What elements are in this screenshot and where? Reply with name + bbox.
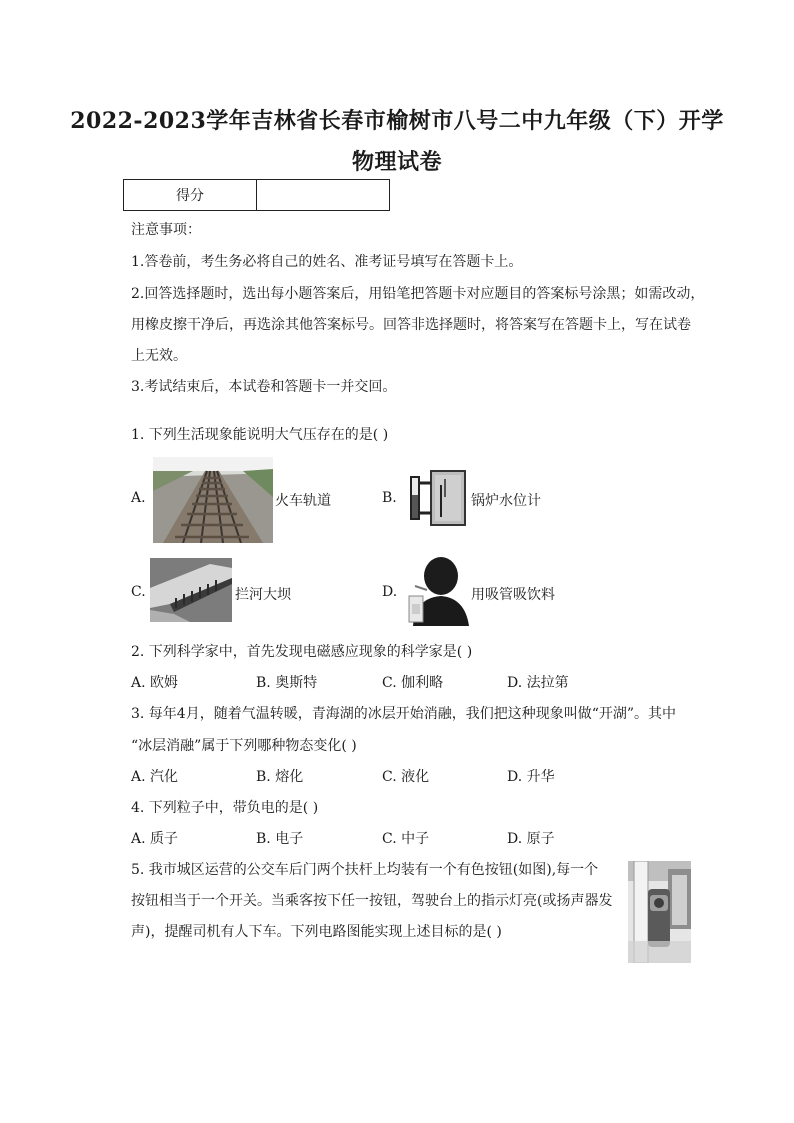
q3-option-a: A. 汽化 [131,769,179,785]
notice-heading: 注意事项： [131,222,201,238]
river-dam-image [150,558,232,622]
q2-option-b: B. 奥斯特 [256,675,318,691]
exam-title-line2: 物理试卷 [351,149,442,175]
q1-stem: 1. 下列生活现象能说明大气压存在的是( ) [131,427,389,443]
child-drinking-straw-image [407,556,469,626]
q1-option-b-letter: B. [382,490,397,506]
score-value [257,180,390,211]
notice-item: 上无效。 [131,348,187,364]
q2-stem: 2. 下列科学家中，首先发现电磁感应现象的科学家是( ) [131,644,473,660]
q4-option-d: D. 原子 [507,831,555,847]
q1-option-d-text: 用吸管吸饮料 [471,587,555,603]
q3-option-d: D. 升华 [507,769,555,785]
q4-option-b: B. 电子 [256,831,304,847]
q1-option-d-letter: D. [382,584,398,600]
q4-option-a: A. 质子 [131,831,179,847]
score-label: 得分 [124,180,257,211]
q3-option-c: C. 液化 [382,769,430,785]
notice-item: 用橡皮擦干净后，再选涂其他答案标号。回答非选择题时，将答案写在答题卡上，写在试卷 [131,317,691,333]
notice-item: 1.答卷前，考生务必将自己的姓名、准考证号填写在答题卡上。 [131,254,523,270]
score-table [123,179,390,211]
boiler-water-gauge-image [405,467,469,529]
q2-option-d: D. 法拉第 [507,675,569,691]
q3-stem-line2: “冰层消融”属于下列哪种物态变化( ) [131,738,357,754]
q2-option-c: C. 伽利略 [382,675,444,691]
q4-option-c: C. 中子 [382,831,430,847]
notice-item: 3.考试结束后，本试卷和答题卡一并交回。 [131,379,397,395]
q5-stem-line2: 按钮相当于一个开关。当乘客按下任一按钮，驾驶台上的指示灯亮(或扬声器发 [131,893,613,909]
bus-button-image [628,861,691,963]
q5-stem-line3: 声)，提醒司机有人下车。下列电路图能实现上述目标的是( ) [131,924,502,940]
q1-option-b-text: 锅炉水位计 [471,493,541,509]
q1-option-a-letter: A. [131,490,146,506]
q3-option-b: B. 熔化 [256,769,304,785]
q2-option-a: A. 欧姆 [131,675,179,691]
railway-track-image [153,457,273,543]
q4-stem: 4. 下列粒子中，带负电的是( ) [131,800,319,816]
q5-stem-line1: 5. 我市城区运营的公交车后门两个扶杆上均装有一个有色按钮(如图),每一个 [131,862,599,878]
q1-option-c-text: 拦河大坝 [235,587,291,603]
exam-title-line1: 2022-2023学年吉林省长春市榆树市八号二中九年级（下）开学 [70,108,724,134]
notice-item: 2.回答选择题时，选出每小题答案后，用铅笔把答题卡对应题目的答案标号涂黑；如需改动， [131,286,705,302]
q1-option-c-letter: C. [131,584,146,600]
q3-stem-line1: 3. 每年4月，随着气温转暖，青海湖的冰层开始消融，我们把这种现象叫做“开湖”。其中 [131,706,677,722]
q1-option-a-text: 火车轨道 [275,493,331,509]
